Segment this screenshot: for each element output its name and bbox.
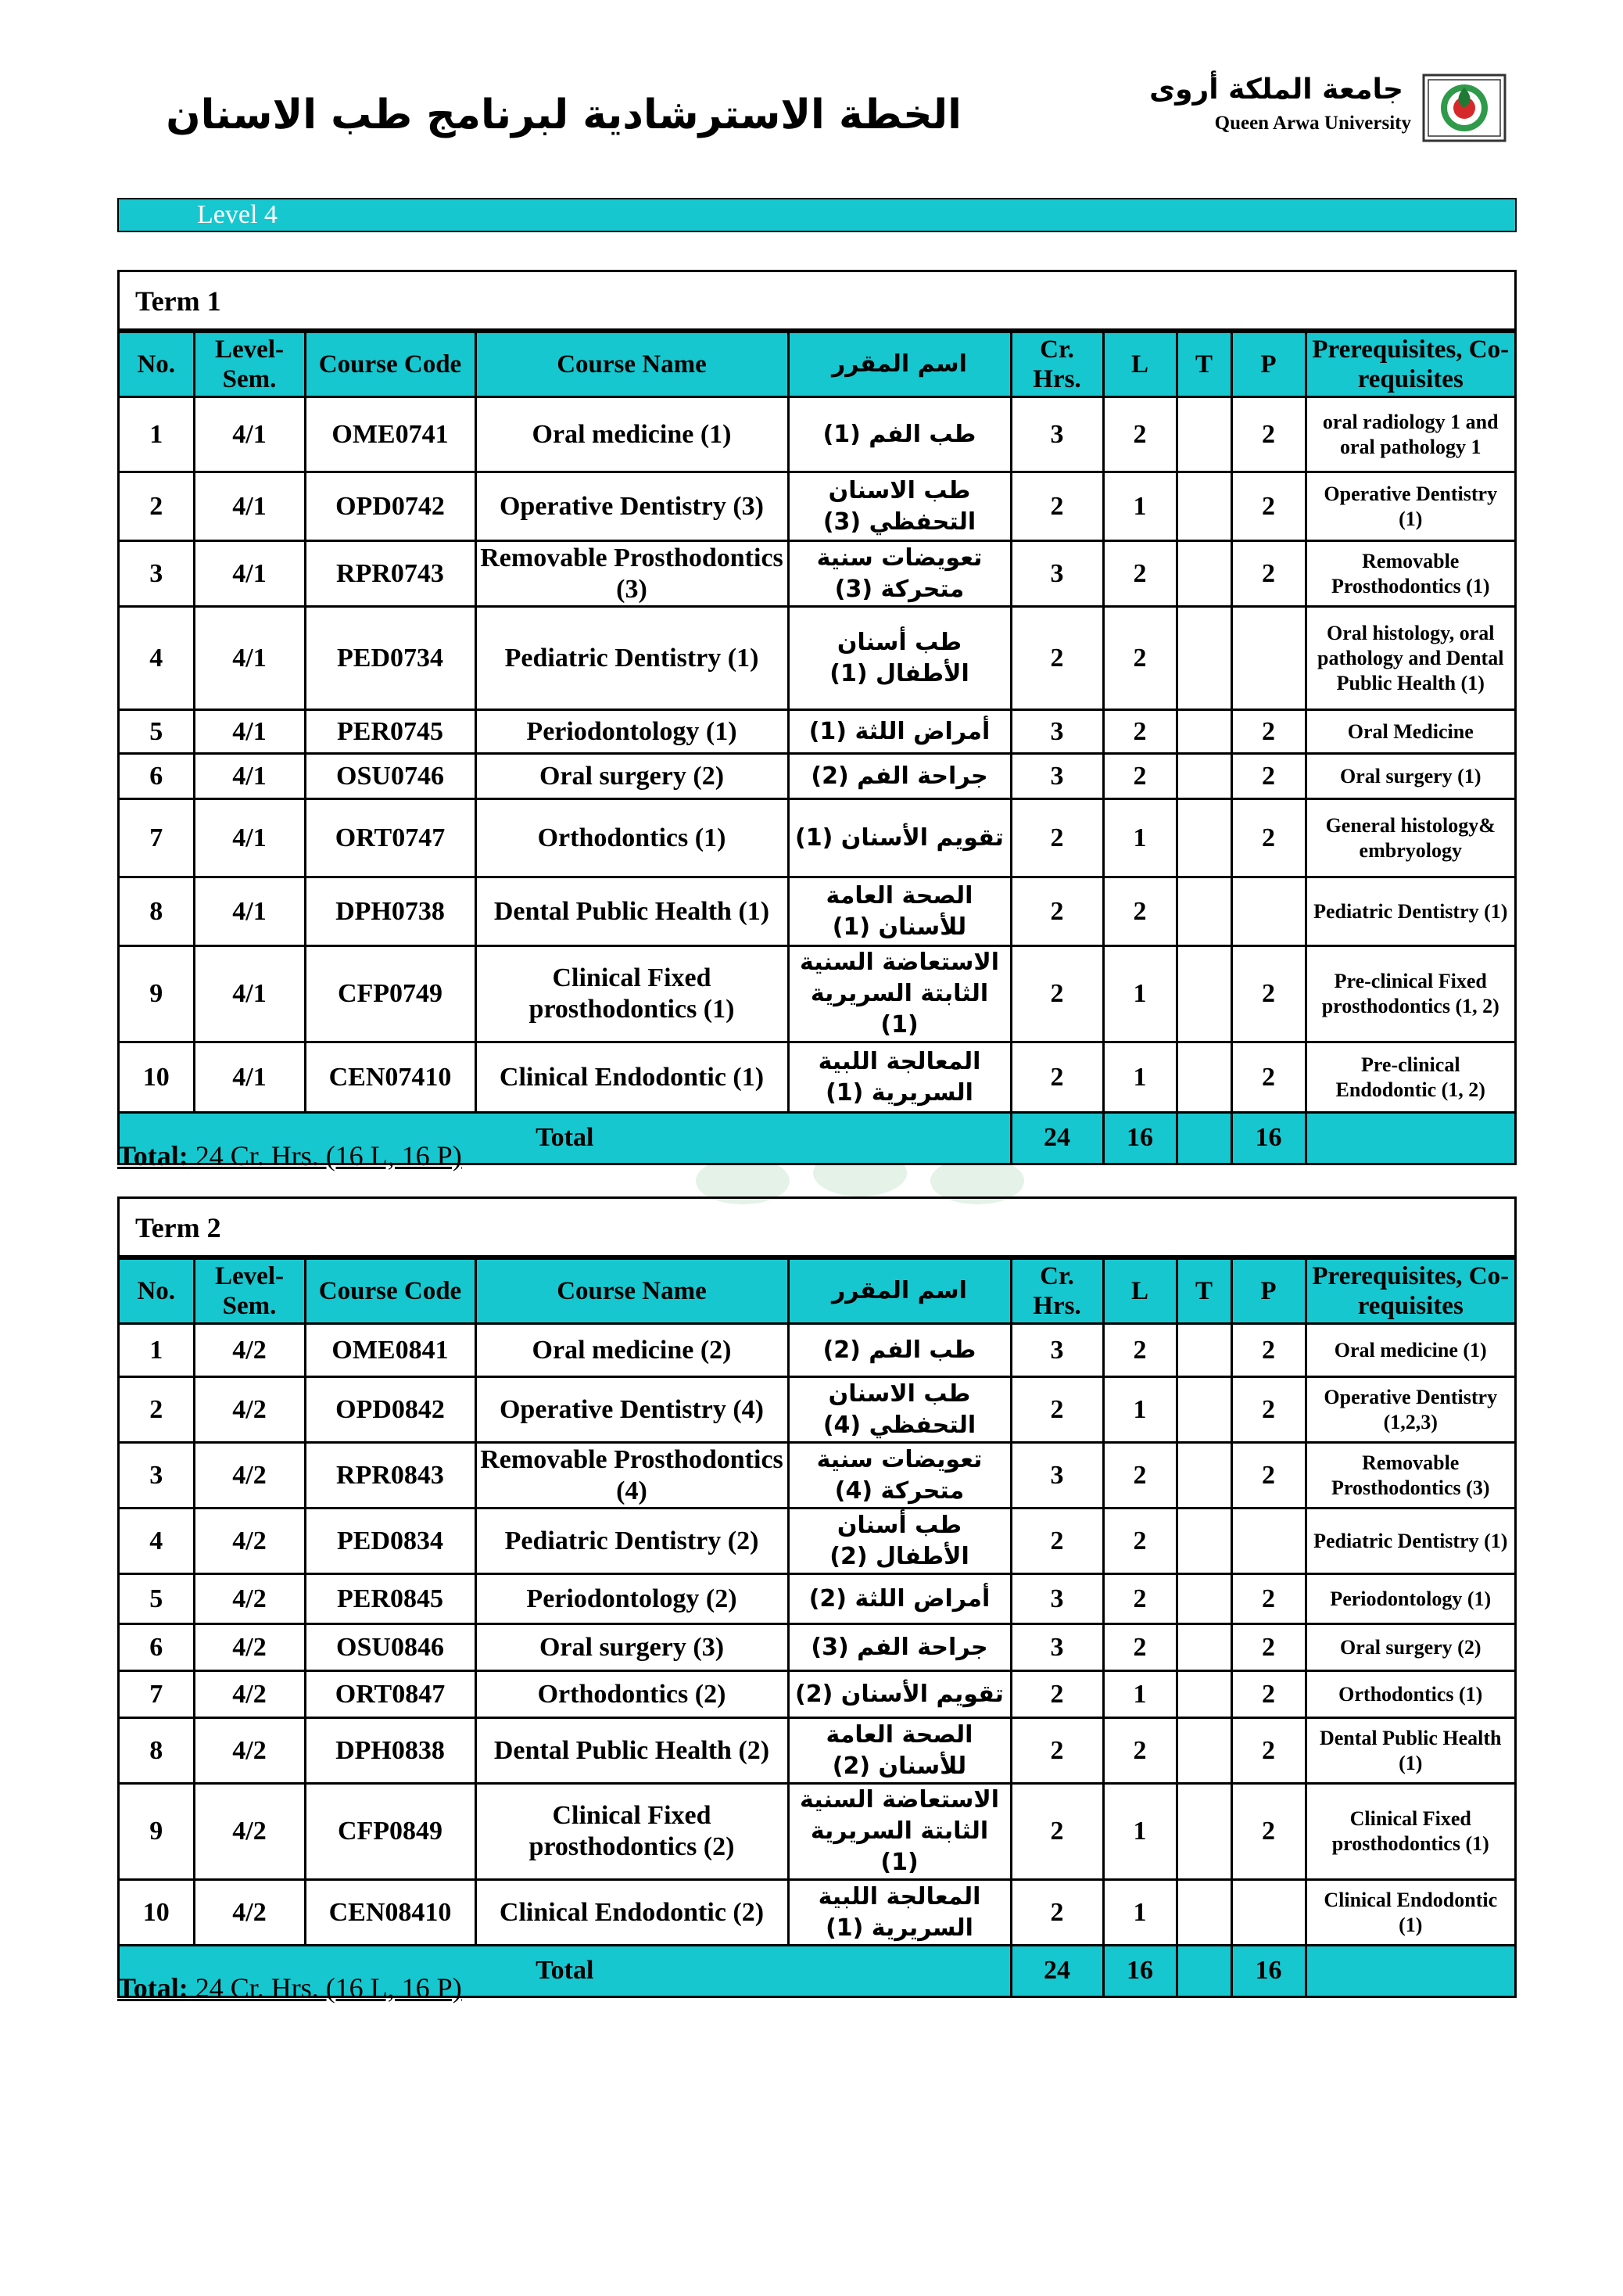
cell-tutorial xyxy=(1177,1324,1231,1377)
cell-credit-hours: 2 xyxy=(1011,1671,1103,1718)
cell-tutorial xyxy=(1177,946,1231,1042)
cell-no: 4 xyxy=(120,607,194,710)
cell-practical: 2 xyxy=(1231,472,1306,541)
cell-course-code: CFP0849 xyxy=(305,1784,475,1880)
table-row xyxy=(120,1443,1514,1509)
cell-level-sem: 4/1 xyxy=(194,799,305,877)
cell-practical: 2 xyxy=(1231,710,1306,754)
cell-tutorial xyxy=(1177,1784,1231,1880)
cell-level-sem: 4/2 xyxy=(194,1671,305,1718)
total-practical: 16 xyxy=(1231,1113,1306,1163)
cell-credit-hours: 3 xyxy=(1011,710,1103,754)
cell-no: 1 xyxy=(120,1324,194,1377)
term-2-total-note-label: Total: xyxy=(117,1972,188,2004)
col-header-credit-hours: Cr. Hrs. xyxy=(1011,1259,1103,1324)
cell-prerequisites: Clinical Fixed prosthodontics (1) xyxy=(1306,1784,1514,1880)
cell-course-name: Operative Dentistry (4) xyxy=(475,1377,788,1443)
table-row xyxy=(120,1377,1514,1443)
cell-no: 10 xyxy=(120,1042,194,1113)
cell-course-code: CEN07410 xyxy=(305,1042,475,1113)
cell-practical: 2 xyxy=(1231,1377,1306,1443)
cell-credit-hours: 2 xyxy=(1011,472,1103,541)
cell-course-name: Dental Public Health (1) xyxy=(475,877,788,946)
cell-course-name-ar: طب الفم (2) xyxy=(788,1324,1011,1377)
cell-course-name: Oral medicine (2) xyxy=(475,1324,788,1377)
cell-level-sem: 4/2 xyxy=(194,1324,305,1377)
cell-lecture: 2 xyxy=(1103,754,1177,799)
cell-practical: 2 xyxy=(1231,1324,1306,1377)
cell-tutorial xyxy=(1177,397,1231,472)
cell-credit-hours: 2 xyxy=(1011,1880,1103,1946)
university-logo xyxy=(1149,69,1513,147)
table-row xyxy=(120,1574,1514,1624)
col-header-level-sem: Level-Sem. xyxy=(194,1259,305,1324)
cell-lecture: 2 xyxy=(1103,1509,1177,1574)
cell-level-sem: 4/2 xyxy=(194,1624,305,1671)
cell-course-name: Oral surgery (2) xyxy=(475,754,788,799)
col-header-level-sem: Level-Sem. xyxy=(194,332,305,397)
total-practical: 16 xyxy=(1231,1946,1306,1996)
term-2-total-note-text: 24 Cr. Hrs. (16 L, 16 P) xyxy=(188,1972,462,2004)
cell-course-name: Orthodontics (2) xyxy=(475,1671,788,1718)
cell-course-code: PED0734 xyxy=(305,607,475,710)
cell-credit-hours: 2 xyxy=(1011,1718,1103,1784)
table-row xyxy=(120,1324,1514,1377)
cell-no: 2 xyxy=(120,472,194,541)
cell-prerequisites: Dental Public Health (1) xyxy=(1306,1718,1514,1784)
cell-prerequisites: Oral medicine (1) xyxy=(1306,1324,1514,1377)
cell-course-name: Dental Public Health (2) xyxy=(475,1718,788,1784)
cell-prerequisites: General histology& embryology xyxy=(1306,799,1514,877)
cell-course-code: RPR0843 xyxy=(305,1443,475,1509)
cell-course-name-ar: الاستعاضة السنية الثابتة السريرية (1) xyxy=(788,1784,1011,1880)
cell-no: 6 xyxy=(120,754,194,799)
col-header-course-name-ar: اسم المقرر xyxy=(788,1259,1011,1324)
cell-tutorial xyxy=(1177,799,1231,877)
cell-course-name-ar: جراحة الفم (3) xyxy=(788,1624,1011,1671)
cell-practical: 2 xyxy=(1231,1574,1306,1624)
cell-no: 7 xyxy=(120,799,194,877)
cell-level-sem: 4/1 xyxy=(194,877,305,946)
table-row xyxy=(120,1784,1514,1880)
cell-course-name: Clinical Fixed prosthodontics (2) xyxy=(475,1784,788,1880)
cell-course-name: Clinical Endodontic (2) xyxy=(475,1880,788,1946)
total-prerequisites xyxy=(1306,1113,1514,1163)
col-header-course-name: Course Name xyxy=(475,1259,788,1324)
cell-level-sem: 4/1 xyxy=(194,472,305,541)
cell-credit-hours: 2 xyxy=(1011,1042,1103,1113)
cell-prerequisites: Oral Medicine xyxy=(1306,710,1514,754)
cell-prerequisites: Orthodontics (1) xyxy=(1306,1671,1514,1718)
term-1-table xyxy=(117,270,1517,1165)
cell-no: 8 xyxy=(120,1718,194,1784)
cell-course-name-ar: الصحة العامة للأسنان (2) xyxy=(788,1718,1011,1784)
col-header-course-code: Course Code xyxy=(305,332,475,397)
cell-course-name-ar: طب أسنان الأطفال (1) xyxy=(788,607,1011,710)
cell-no: 1 xyxy=(120,397,194,472)
cell-no: 6 xyxy=(120,1624,194,1671)
total-tutorial xyxy=(1177,1946,1231,1996)
cell-course-name-ar: أمراض اللثة (1) xyxy=(788,710,1011,754)
cell-course-name-ar: تقويم الأسنان (1) xyxy=(788,799,1011,877)
cell-prerequisites: Operative Dentistry (1) xyxy=(1306,472,1514,541)
cell-course-code: OPD0842 xyxy=(305,1377,475,1443)
term-2-table xyxy=(117,1196,1517,1998)
cell-credit-hours: 2 xyxy=(1011,877,1103,946)
cell-course-name-ar: جراحة الفم (2) xyxy=(788,754,1011,799)
cell-prerequisites: Periodontology (1) xyxy=(1306,1574,1514,1624)
cell-lecture: 2 xyxy=(1103,1574,1177,1624)
cell-level-sem: 4/2 xyxy=(194,1718,305,1784)
cell-course-name-ar: طب أسنان الأطفال (2) xyxy=(788,1509,1011,1574)
cell-course-name: Removable Prosthodontics (3) xyxy=(475,541,788,607)
term-2-total-note xyxy=(117,1972,462,2004)
table-row xyxy=(120,1671,1514,1718)
col-header-course-name: Course Name xyxy=(475,332,788,397)
table-row xyxy=(120,1042,1514,1113)
cell-prerequisites: Removable Prosthodontics (3) xyxy=(1306,1443,1514,1509)
cell-lecture: 2 xyxy=(1103,1718,1177,1784)
table-row xyxy=(120,877,1514,946)
cell-lecture: 1 xyxy=(1103,1377,1177,1443)
table-row xyxy=(120,397,1514,472)
col-header-lecture: L xyxy=(1103,332,1177,397)
table-row xyxy=(120,1624,1514,1671)
cell-prerequisites: Pre-clinical Endodontic (1, 2) xyxy=(1306,1042,1514,1113)
col-header-practical: P xyxy=(1231,1259,1306,1324)
cell-prerequisites: Clinical Endodontic (1) xyxy=(1306,1880,1514,1946)
cell-course-name-ar: الاستعاضة السنية الثابتة السريرية (1) xyxy=(788,946,1011,1042)
cell-no: 5 xyxy=(120,710,194,754)
cell-course-code: DPH0838 xyxy=(305,1718,475,1784)
cell-credit-hours: 2 xyxy=(1011,1377,1103,1443)
cell-no: 5 xyxy=(120,1574,194,1624)
cell-credit-hours: 3 xyxy=(1011,754,1103,799)
cell-level-sem: 4/2 xyxy=(194,1880,305,1946)
cell-prerequisites: Pediatric Dentistry (1) xyxy=(1306,1509,1514,1574)
cell-tutorial xyxy=(1177,472,1231,541)
cell-no: 4 xyxy=(120,1509,194,1574)
cell-course-name-ar: طب الاسنان التحفظي (3) xyxy=(788,472,1011,541)
cell-no: 10 xyxy=(120,1880,194,1946)
cell-practical xyxy=(1231,877,1306,946)
cell-course-name: Periodontology (2) xyxy=(475,1574,788,1624)
cell-course-name: Removable Prosthodontics (4) xyxy=(475,1443,788,1509)
cell-course-code: OME0841 xyxy=(305,1324,475,1377)
cell-no: 8 xyxy=(120,877,194,946)
col-header-no: No. xyxy=(120,332,194,397)
cell-prerequisites: Pediatric Dentistry (1) xyxy=(1306,877,1514,946)
table-row xyxy=(120,946,1514,1042)
cell-practical xyxy=(1231,607,1306,710)
col-header-tutorial: T xyxy=(1177,332,1231,397)
cell-lecture: 2 xyxy=(1103,607,1177,710)
cell-lecture: 1 xyxy=(1103,1671,1177,1718)
col-header-practical: P xyxy=(1231,332,1306,397)
cell-lecture: 1 xyxy=(1103,1880,1177,1946)
col-header-credit-hours: Cr. Hrs. xyxy=(1011,332,1103,397)
cell-course-code: ORT0847 xyxy=(305,1671,475,1718)
total-label: Total xyxy=(120,1946,1011,1996)
table-row xyxy=(120,1718,1514,1784)
cell-lecture: 1 xyxy=(1103,946,1177,1042)
col-header-course-code: Course Code xyxy=(305,1259,475,1324)
cell-credit-hours: 2 xyxy=(1011,1509,1103,1574)
cell-course-code: CEN08410 xyxy=(305,1880,475,1946)
cell-course-name: Operative Dentistry (3) xyxy=(475,472,788,541)
cell-course-name: Oral medicine (1) xyxy=(475,397,788,472)
total-label: Total xyxy=(120,1113,1011,1163)
university-name-ar: جامعة الملكة أروى xyxy=(1149,74,1403,106)
cell-no: 9 xyxy=(120,946,194,1042)
term-1-total-note xyxy=(117,1140,462,1171)
cell-level-sem: 4/1 xyxy=(194,710,305,754)
total-prerequisites xyxy=(1306,1946,1514,1996)
cell-practical: 2 xyxy=(1231,946,1306,1042)
cell-prerequisites: Operative Dentistry (1,2,3) xyxy=(1306,1377,1514,1443)
term-1-label: Term 1 xyxy=(120,272,1514,331)
col-header-course-name-ar: اسم المقرر xyxy=(788,332,1011,397)
cell-practical: 2 xyxy=(1231,1042,1306,1113)
cell-practical: 2 xyxy=(1231,754,1306,799)
cell-tutorial xyxy=(1177,1377,1231,1443)
col-header-prerequisites: Prerequisites, Co-requisites xyxy=(1306,332,1514,397)
cell-course-name-ar: المعالجة اللبية السريرية (1) xyxy=(788,1042,1011,1113)
cell-level-sem: 4/2 xyxy=(194,1509,305,1574)
total-tutorial xyxy=(1177,1113,1231,1163)
table-row xyxy=(120,541,1514,607)
cell-practical: 2 xyxy=(1231,799,1306,877)
cell-lecture: 1 xyxy=(1103,799,1177,877)
total-lecture: 16 xyxy=(1103,1113,1177,1163)
cell-lecture: 1 xyxy=(1103,1042,1177,1113)
col-header-lecture: L xyxy=(1103,1259,1177,1324)
cell-course-name: Clinical Endodontic (1) xyxy=(475,1042,788,1113)
cell-course-name: Pediatric Dentistry (2) xyxy=(475,1509,788,1574)
cell-tutorial xyxy=(1177,1443,1231,1509)
cell-credit-hours: 3 xyxy=(1011,541,1103,607)
table-row xyxy=(120,1509,1514,1574)
cell-course-code: OSU0846 xyxy=(305,1624,475,1671)
cell-practical: 2 xyxy=(1231,541,1306,607)
cell-course-name-ar: طب الاسنان التحفظي (4) xyxy=(788,1377,1011,1443)
term-1-total-note-text: 24 Cr. Hrs. (16 L, 16 P) xyxy=(188,1140,462,1171)
cell-lecture: 2 xyxy=(1103,877,1177,946)
term-2-label: Term 2 xyxy=(120,1199,1514,1257)
cell-level-sem: 4/2 xyxy=(194,1443,305,1509)
cell-tutorial xyxy=(1177,1718,1231,1784)
table-row xyxy=(120,607,1514,710)
col-header-no: No. xyxy=(120,1259,194,1324)
cell-tutorial xyxy=(1177,754,1231,799)
cell-lecture: 2 xyxy=(1103,541,1177,607)
total-credit-hours: 24 xyxy=(1011,1113,1103,1163)
level-label: Level 4 xyxy=(197,200,278,229)
cell-course-name: Clinical Fixed prosthodontics (1) xyxy=(475,946,788,1042)
cell-level-sem: 4/2 xyxy=(194,1574,305,1624)
cell-no: 7 xyxy=(120,1671,194,1718)
cell-course-name: Periodontology (1) xyxy=(475,710,788,754)
cell-tutorial xyxy=(1177,1624,1231,1671)
cell-practical: 2 xyxy=(1231,397,1306,472)
cell-prerequisites: oral radiology 1 and oral pathology 1 xyxy=(1306,397,1514,472)
cell-level-sem: 4/1 xyxy=(194,397,305,472)
cell-course-code: RPR0743 xyxy=(305,541,475,607)
cell-course-code: OSU0746 xyxy=(305,754,475,799)
cell-lecture: 2 xyxy=(1103,1624,1177,1671)
term-1-total-note-label: Total: xyxy=(117,1140,188,1171)
cell-course-code: PED0834 xyxy=(305,1509,475,1574)
cell-course-name: Oral surgery (3) xyxy=(475,1624,788,1671)
university-name-en: Queen Arwa University xyxy=(1214,113,1411,134)
cell-tutorial xyxy=(1177,1880,1231,1946)
total-credit-hours: 24 xyxy=(1011,1946,1103,1996)
cell-course-name-ar: طب الفم (1) xyxy=(788,397,1011,472)
cell-course-code: DPH0738 xyxy=(305,877,475,946)
table-row xyxy=(120,472,1514,541)
cell-credit-hours: 3 xyxy=(1011,1624,1103,1671)
col-header-prerequisites: Prerequisites, Co-requisites xyxy=(1306,1259,1514,1324)
cell-credit-hours: 2 xyxy=(1011,607,1103,710)
cell-practical: 2 xyxy=(1231,1671,1306,1718)
cell-course-code: PER0745 xyxy=(305,710,475,754)
cell-lecture: 2 xyxy=(1103,710,1177,754)
level-bar xyxy=(117,198,1517,232)
cell-lecture: 2 xyxy=(1103,397,1177,472)
cell-level-sem: 4/1 xyxy=(194,607,305,710)
cell-practical xyxy=(1231,1880,1306,1946)
cell-prerequisites: Removable Prosthodontics (1) xyxy=(1306,541,1514,607)
cell-course-name: Orthodontics (1) xyxy=(475,799,788,877)
university-seal-icon xyxy=(1417,69,1511,147)
cell-credit-hours: 2 xyxy=(1011,946,1103,1042)
cell-tutorial xyxy=(1177,1509,1231,1574)
cell-no: 2 xyxy=(120,1377,194,1443)
cell-level-sem: 4/1 xyxy=(194,754,305,799)
cell-level-sem: 4/1 xyxy=(194,541,305,607)
cell-course-code: CFP0749 xyxy=(305,946,475,1042)
cell-lecture: 2 xyxy=(1103,1443,1177,1509)
cell-level-sem: 4/1 xyxy=(194,946,305,1042)
cell-course-code: OME0741 xyxy=(305,397,475,472)
cell-level-sem: 4/1 xyxy=(194,1042,305,1113)
cell-no: 3 xyxy=(120,1443,194,1509)
table-row xyxy=(120,754,1514,799)
total-lecture: 16 xyxy=(1103,1946,1177,1996)
table-row xyxy=(120,1880,1514,1946)
cell-course-code: ORT0747 xyxy=(305,799,475,877)
cell-lecture: 1 xyxy=(1103,1784,1177,1880)
cell-tutorial xyxy=(1177,1574,1231,1624)
cell-credit-hours: 3 xyxy=(1011,1443,1103,1509)
page-title: الخطة الاسترشادية لبرنامج طب الاسنان xyxy=(166,91,962,138)
cell-practical: 2 xyxy=(1231,1443,1306,1509)
cell-course-code: PER0845 xyxy=(305,1574,475,1624)
cell-credit-hours: 2 xyxy=(1011,1784,1103,1880)
cell-practical xyxy=(1231,1509,1306,1574)
cell-tutorial xyxy=(1177,1042,1231,1113)
cell-tutorial xyxy=(1177,541,1231,607)
cell-course-name-ar: الصحة العامة للأسنان (1) xyxy=(788,877,1011,946)
table-row xyxy=(120,710,1514,754)
cell-credit-hours: 3 xyxy=(1011,397,1103,472)
col-header-tutorial: T xyxy=(1177,1259,1231,1324)
cell-tutorial xyxy=(1177,607,1231,710)
cell-course-name-ar: المعالجة اللبية السريرية (1) xyxy=(788,1880,1011,1946)
cell-prerequisites: Oral surgery (2) xyxy=(1306,1624,1514,1671)
cell-course-name-ar: أمراض اللثة (2) xyxy=(788,1574,1011,1624)
cell-lecture: 1 xyxy=(1103,472,1177,541)
cell-no: 3 xyxy=(120,541,194,607)
cell-practical: 2 xyxy=(1231,1718,1306,1784)
table-row xyxy=(120,799,1514,877)
cell-practical: 2 xyxy=(1231,1624,1306,1671)
cell-no: 9 xyxy=(120,1784,194,1880)
cell-course-name-ar: تعويضات سنية متحركة (4) xyxy=(788,1443,1011,1509)
cell-credit-hours: 3 xyxy=(1011,1574,1103,1624)
cell-credit-hours: 3 xyxy=(1011,1324,1103,1377)
cell-course-name-ar: تعويضات سنية متحركة (3) xyxy=(788,541,1011,607)
cell-prerequisites: Oral histology, oral pathology and Dental Public Health (1) xyxy=(1306,607,1514,710)
cell-prerequisites: Pre-clinical Fixed prosthodontics (1, 2) xyxy=(1306,946,1514,1042)
cell-course-name: Pediatric Dentistry (1) xyxy=(475,607,788,710)
cell-level-sem: 4/2 xyxy=(194,1784,305,1880)
cell-prerequisites: Oral surgery (1) xyxy=(1306,754,1514,799)
cell-credit-hours: 2 xyxy=(1011,799,1103,877)
cell-tutorial xyxy=(1177,1671,1231,1718)
cell-course-name-ar: تقويم الأسنان (2) xyxy=(788,1671,1011,1718)
cell-level-sem: 4/2 xyxy=(194,1377,305,1443)
cell-tutorial xyxy=(1177,710,1231,754)
cell-practical: 2 xyxy=(1231,1784,1306,1880)
cell-tutorial xyxy=(1177,877,1231,946)
cell-lecture: 2 xyxy=(1103,1324,1177,1377)
cell-course-code: OPD0742 xyxy=(305,472,475,541)
